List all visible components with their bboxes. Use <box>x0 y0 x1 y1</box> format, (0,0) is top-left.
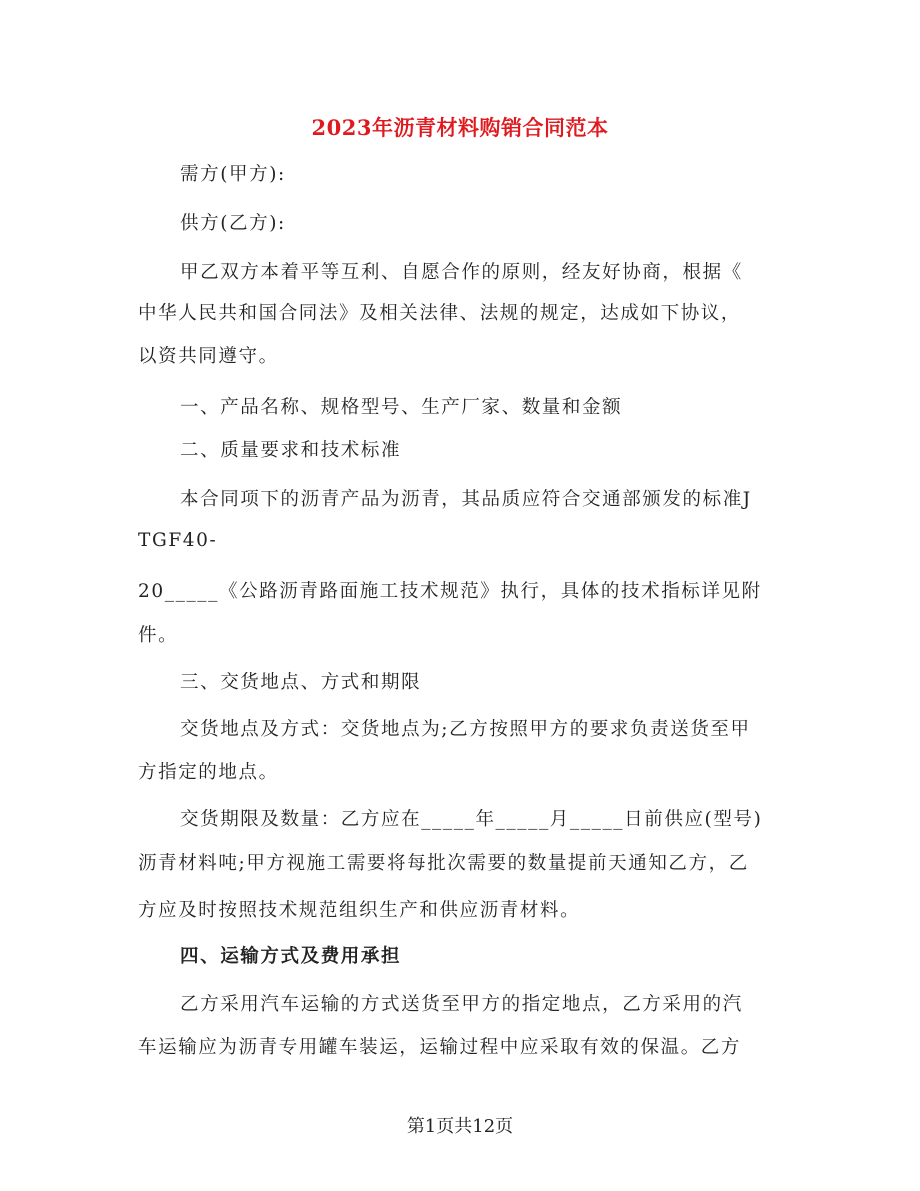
section-heading-2: 二、质量要求和技术标准 <box>180 440 402 461</box>
section-heading-1: 一、产品名称、规格型号、生产厂家、数量和金额 <box>180 397 623 418</box>
page-number: 第1页共12页 <box>406 1116 514 1137</box>
paragraph-line: 乙方采用汽车运输的方式送货至甲方的指定地点，乙方采用的汽 <box>180 994 743 1015</box>
section-heading-3: 三、交货地点、方式和期限 <box>180 672 422 693</box>
document-title: 2023年沥青材料购销合同范本 <box>311 115 609 140</box>
paragraph-line: 方指定的地点。 <box>138 762 279 783</box>
paragraph-line: 沥青材料吨;甲方视施工需要将每批次需要的数量提前天通知乙方，乙 <box>138 853 749 874</box>
paragraph-line: 20_____《公路沥青路面施工技术规范》执行，具体的技术指标详见附 <box>138 581 762 602</box>
section-heading-4: 四、运输方式及费用承担 <box>180 946 402 967</box>
paragraph-line: 交货地点及方式：交货地点为;乙方按照甲方的要求负责送货至甲 <box>180 719 751 740</box>
paragraph-line: TGF40- <box>138 530 218 551</box>
paragraph-line: 件。 <box>138 625 179 646</box>
paragraph-line: 中华人民共和国合同法》及相关法律、法规的规定，达成如下协议， <box>138 303 742 324</box>
paragraph-line: 本合同项下的沥青产品为沥青，其品质应符合交通部颁发的标准J <box>180 489 752 510</box>
paragraph-line: 车运输应为沥青专用罐车装运，运输过程中应采取有效的保温。乙方 <box>138 1037 742 1058</box>
paragraph-line: 甲乙双方本着平等互利、自愿合作的原则，经友好协商，根据《 <box>180 262 743 283</box>
party-a-line: 需方(甲方): <box>180 164 286 185</box>
paragraph-line: 以资共同遵守。 <box>138 346 279 367</box>
paragraph-line: 方应及时按照技术规范组织生产和供应沥青材料。 <box>138 900 581 921</box>
party-b-line: 供方(乙方): <box>180 213 286 234</box>
paragraph-line: 交货期限及数量：乙方应在_____年_____月_____日前供应(型号) <box>180 809 763 830</box>
